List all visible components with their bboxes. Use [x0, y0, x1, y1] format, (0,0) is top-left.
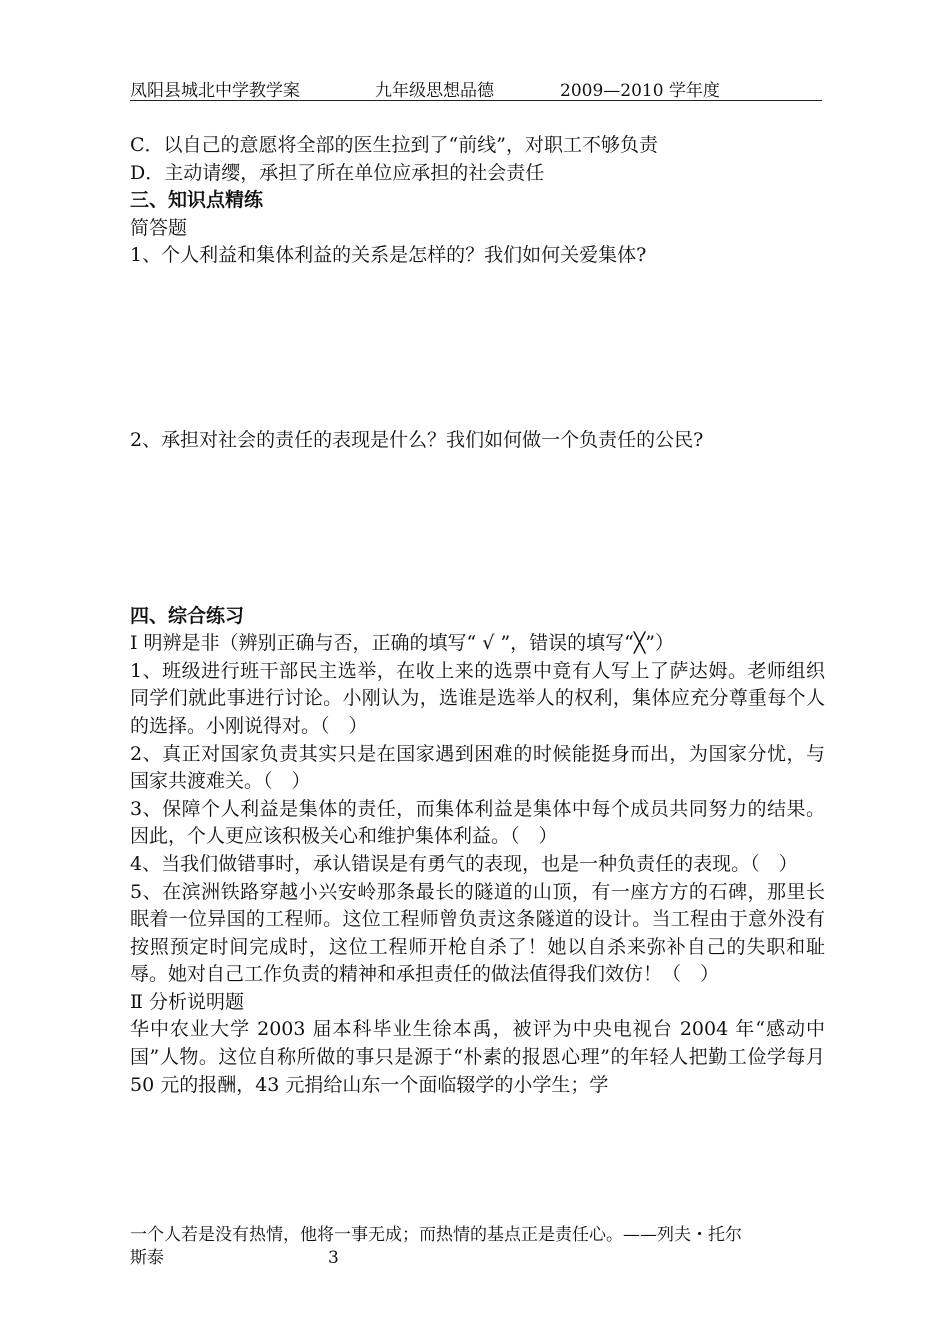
footer-quote: 一个人若是没有热情，他将一事无成；而热情的基点正是责任心。——列夫・托尔	[130, 1225, 742, 1245]
true-false-item-4: 4、当我们做错事时，承认错误是有勇气的表现，也是一种负责任的表现。（ ）	[130, 852, 798, 875]
footer-quote-author-end: 斯泰	[130, 1248, 164, 1268]
section-3-title: 三、知识点精练	[130, 189, 264, 212]
true-false-item-5: 5、在滨洲铁路穿越小兴安岭那条最长的隧道的山顶，有一座方方的石碑，那里长眠着一位异国的工程师。这位工程师曾负责这条隧道的设计。当工程由于意外没有按照预定时间完成时，这位工程师开枪自杀了！她以自杀来弥补自己的失职和耻辱。她对自己工作负责的精神和承担责任的做法值得我们效仿！（ ）	[130, 880, 825, 986]
true-false-item-2: 2、真正对国家负责其实只是在国家遇到困难的时候能挺身而出，为国家分忧，与国家共渡难关。（ ）	[130, 742, 825, 793]
option-d: D．主动请缨，承担了所在单位应承担的社会责任	[130, 161, 545, 184]
section-3-subtitle: 简答题	[130, 216, 188, 239]
question-1: 1、个人利益和集体利益的关系是怎样的？我们如何关爱集体?	[130, 244, 647, 267]
analysis-passage: 华中农业大学 2003 届本科毕业生徐本禹，被评为中央电视台 2004 年“感动中国”人物。这位自称所做的事只是源于“朴素的报恩心理”的年轻人把勤工俭学每月 50 元的报酬，43 元捐给山东一个面临辍学的小学生；学	[130, 1018, 825, 1096]
header-course: 九年级思想品德	[375, 81, 494, 101]
page-content	[130, 132, 825, 1099]
true-false-item-3: 3、保障个人利益是集体的责任，而集体利益是集体中每个成员共同努力的结果。因此，个人更应该积极关心和维护集体利益。（ ）	[130, 797, 825, 848]
part-1-title: Ⅰ 明辨是非（辨别正确与否，正确的填写“ √ ”，错误的填写“╳”）	[130, 632, 675, 655]
answer-space-2	[130, 455, 825, 603]
option-c: C．以自己的意愿将全部的医生拉到了“前线”，对职工不够负责	[130, 134, 658, 156]
question-2: 2、承担对社会的责任的表现是什么？我们如何做一个负责任的公民?	[130, 428, 704, 451]
part-2-title: Ⅱ 分析说明题	[130, 990, 244, 1013]
section-4-title: 四、综合练习	[130, 604, 245, 627]
page-number: 3	[328, 1248, 339, 1268]
header-school-year: 2009—2010 学年度	[560, 81, 720, 101]
true-false-item-1: 1、班级进行班干部民主选举，在收上来的选票中竟有人写上了萨达姆。老师组织同学们就此事进行讨论。小刚认为，选谁是选举人的权利，集体应充分尊重每个人的选择。小刚说得对。（ ）	[130, 659, 825, 737]
answer-space-1	[130, 270, 825, 427]
header-school: 凤阳县城北中学教学案	[130, 81, 300, 101]
page-header	[130, 76, 822, 101]
page-footer	[130, 1224, 822, 1270]
